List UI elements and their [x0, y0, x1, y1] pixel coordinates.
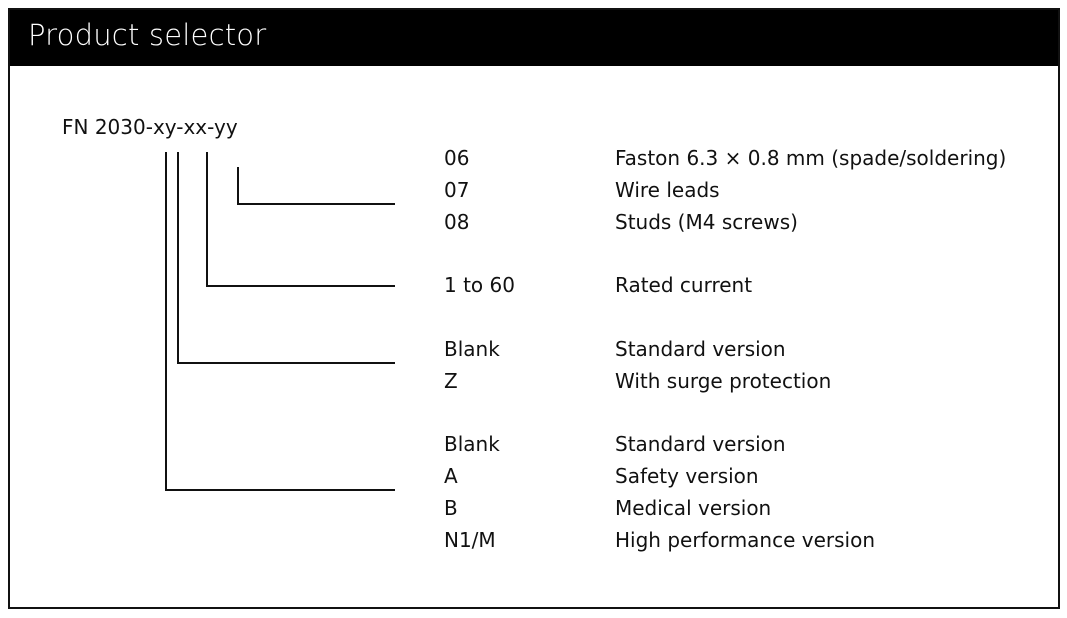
option-code: Blank	[444, 337, 500, 361]
option-description: High performance version	[615, 528, 876, 552]
connector-line-yy-vertical	[237, 167, 239, 205]
connector-line-yy-horizontal	[237, 203, 395, 205]
option-description: Safety version	[615, 464, 759, 488]
connector-line-xx-horizontal	[206, 285, 395, 287]
connector-line-x-vertical	[165, 152, 167, 491]
option-code: N1/M	[444, 528, 496, 552]
connector-line-xx-vertical	[206, 152, 208, 287]
option-description: Rated current	[615, 273, 753, 297]
option-description: Standard version	[615, 337, 786, 361]
page-title: Product selector	[28, 18, 267, 52]
option-code: Z	[444, 369, 458, 393]
option-code: 07	[444, 178, 470, 202]
option-code: 06	[444, 146, 470, 170]
connector-line-x-horizontal	[165, 489, 395, 491]
option-code: 08	[444, 210, 470, 234]
connector-line-y-vertical	[177, 152, 179, 364]
option-description: Medical version	[615, 496, 772, 520]
option-description: Wire leads	[615, 178, 720, 202]
option-code: 1 to 60	[444, 273, 515, 297]
option-description: Faston 6.3 × 0.8 mm (spade/soldering)	[615, 146, 1007, 170]
option-description: With surge protection	[615, 369, 832, 393]
option-code: B	[444, 496, 458, 520]
part-code: FN 2030-xy-xx-yy	[62, 115, 238, 139]
connector-line-y-horizontal	[177, 362, 395, 364]
option-description: Standard version	[615, 432, 786, 456]
option-code: A	[444, 464, 458, 488]
option-code: Blank	[444, 432, 500, 456]
option-description: Studs (M4 screws)	[615, 210, 798, 234]
header-bar	[10, 10, 1058, 66]
